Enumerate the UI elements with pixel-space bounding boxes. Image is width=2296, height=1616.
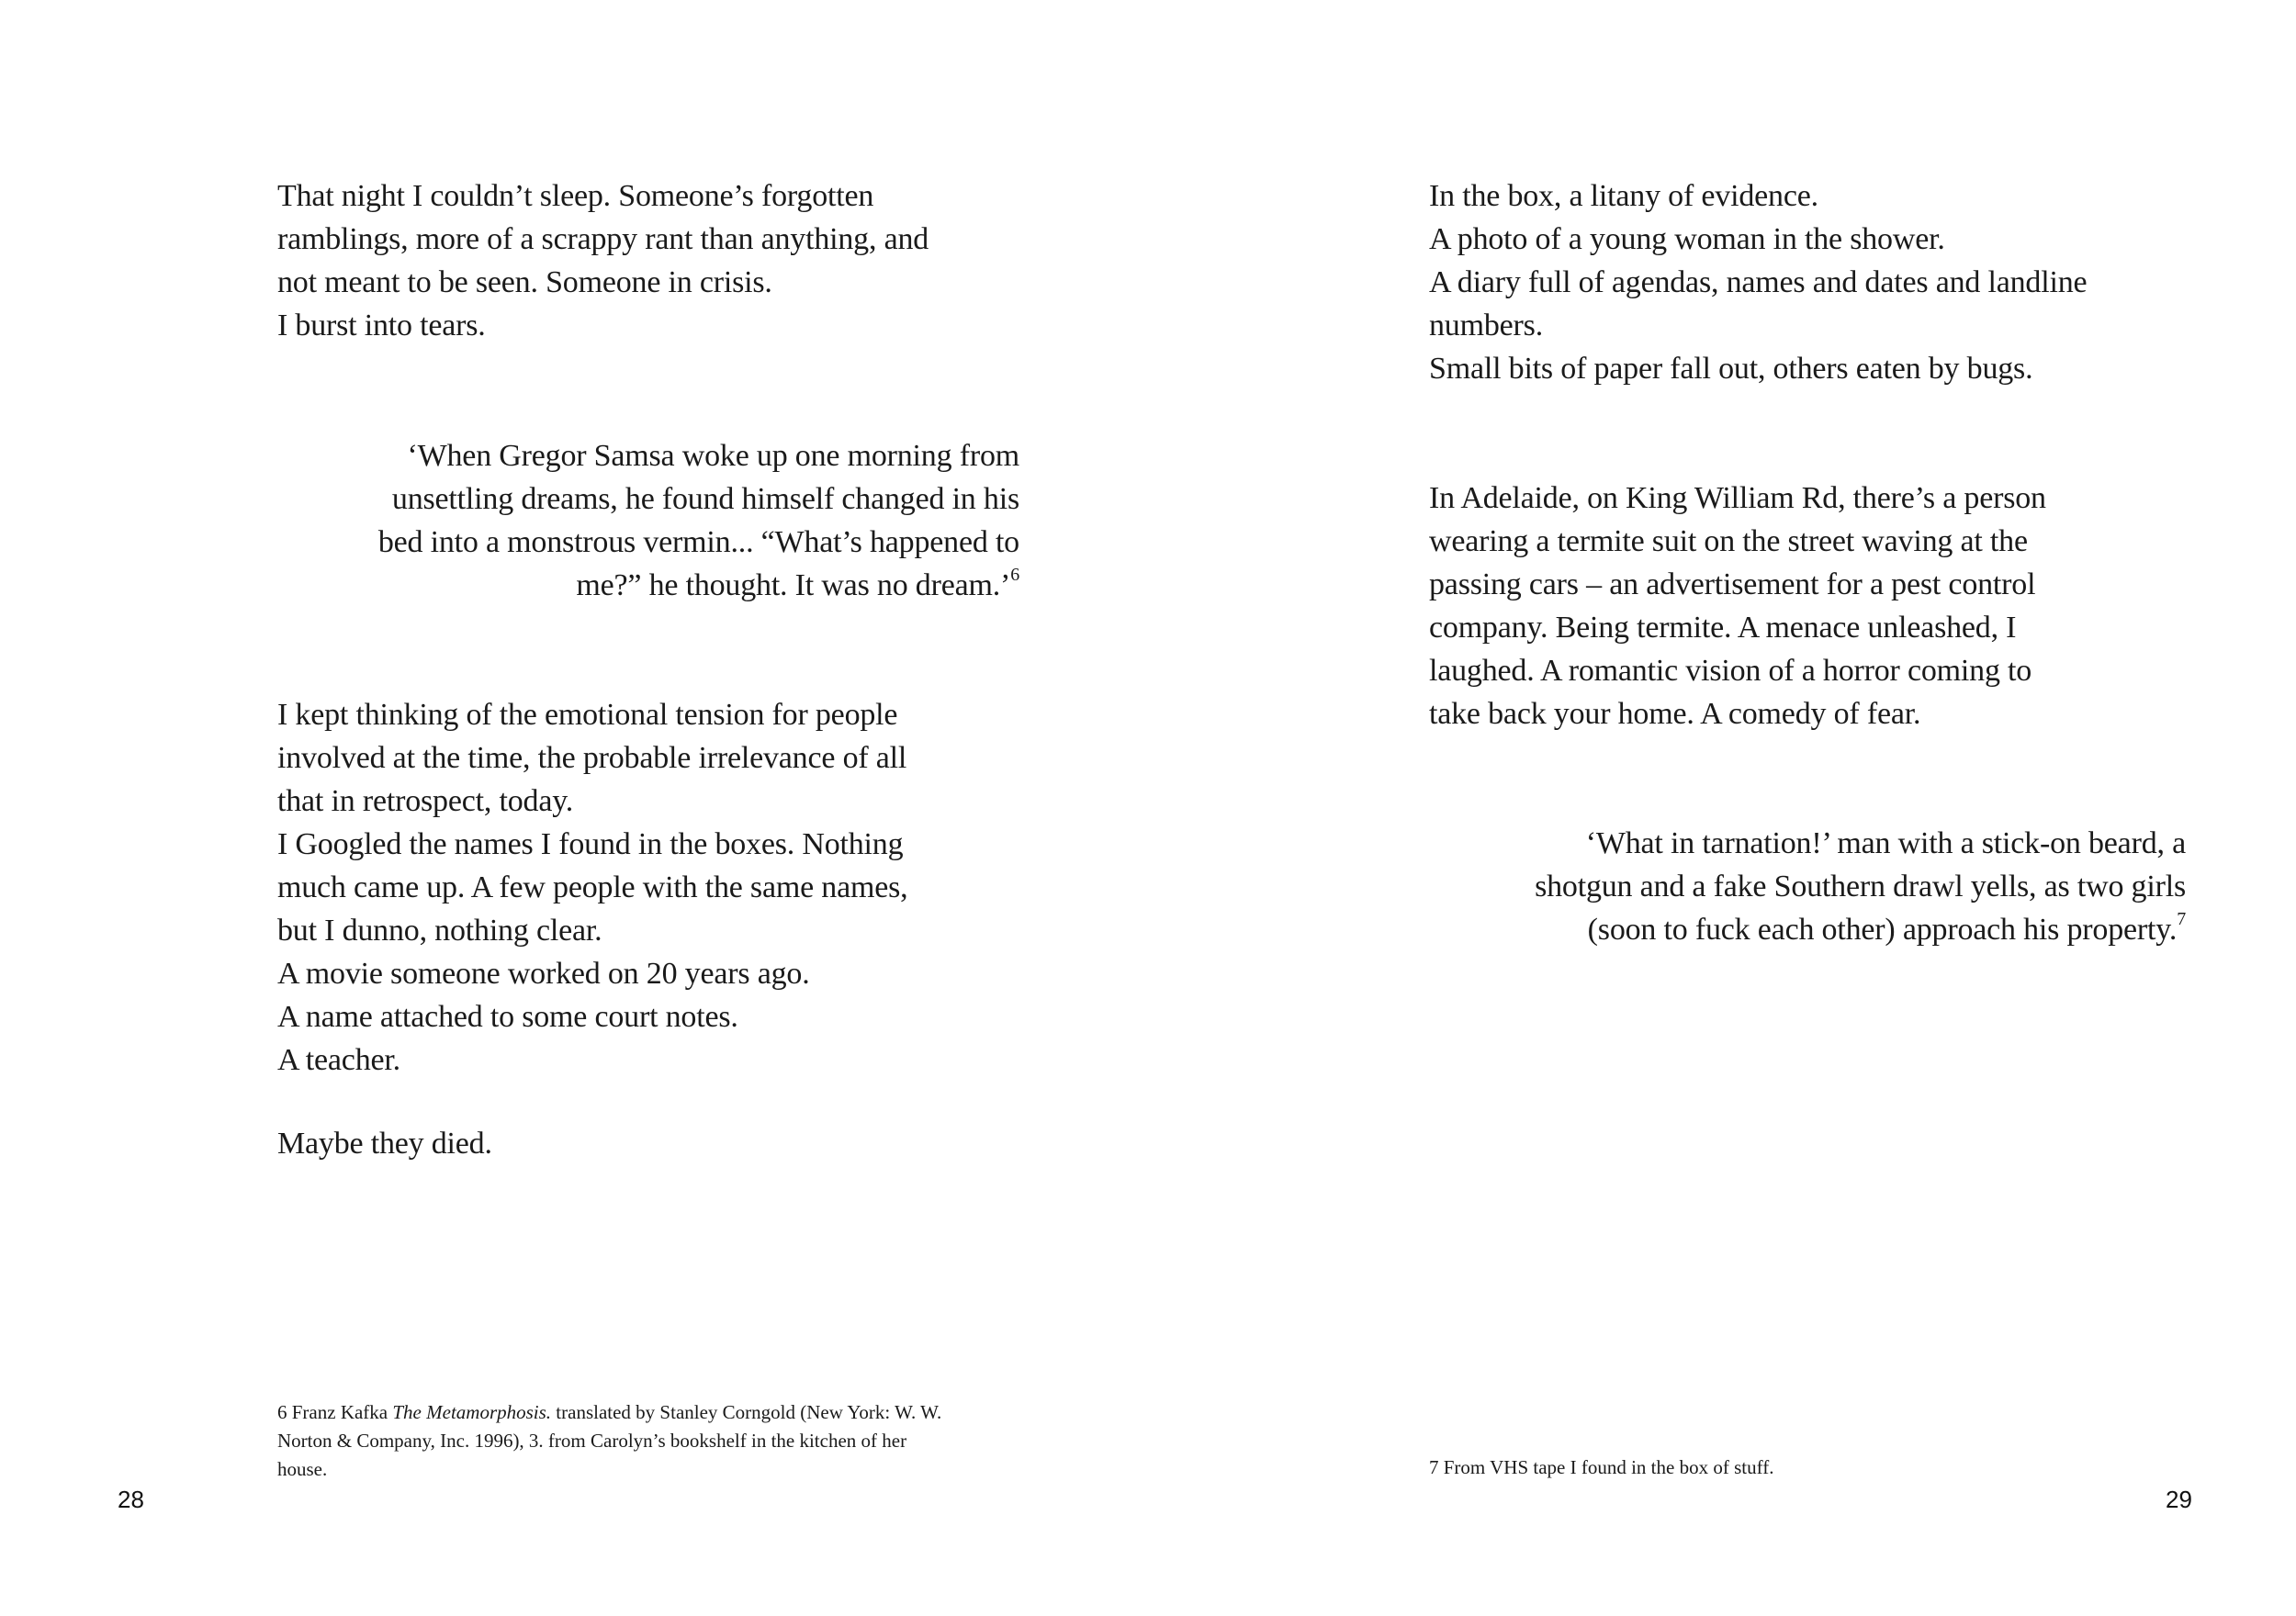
text-line: but I dunno, nothing clear. [277,914,602,948]
text-line: shotgun and a fake Southern drawl yells, as two girls [1535,870,2186,903]
text-line [1405,908,2186,951]
text-line: ‘What in tarnation!’ man with a stick-on beard, a [1585,826,2186,860]
footnote-line: 7 From VHS tape I found in the box of stuff. [1429,1456,1774,1478]
footnote-6 [277,1398,941,1484]
text-line: wearing a termite suit on the street waving at the [1429,524,2028,558]
footnote-number: 6 [277,1401,287,1423]
right-page [1148,0,2296,1616]
quote-last-line: (soon to fuck each other) approach his property. [1587,913,2178,947]
footnote-title: The Metamorphosis. [392,1401,552,1423]
text-line: A photo of a young woman in the shower. [1429,222,1945,256]
footnote-line: Norton & Company, Inc. 1996), 3. from Carolyn’s bookshelf in the kitchen of her [277,1430,907,1452]
text-line: I burst into tears. [277,309,486,342]
right-paragraph-1 [1429,174,2087,390]
footnote-text: translated by Stanley Corngold (New York: W. W. [556,1401,942,1423]
text-line: unsettling dreams, he found himself changed in his [391,482,1019,516]
footnote-7 [1429,1453,1773,1482]
text-line: much came up. A few people with the same names, [277,870,908,904]
text-line: In Adelaide, on King William Rd, there’s a person [1429,481,2046,515]
text-line: bed into a monstrous vermin... “What’s happened to [377,525,1019,559]
text-line: A movie someone worked on 20 years ago. [277,957,810,991]
text-line: numbers. [1429,309,1543,342]
text-line: A diary full of agendas, names and dates and landline [1429,265,2088,299]
text-line: I Googled the names I found in the boxes. Nothing [277,827,904,861]
text-line: passing cars – an advertisement for a pest control [1429,567,2036,601]
footnote-line [277,1398,941,1427]
page-number: 29 [2166,1486,2192,1513]
page-number: 28 [118,1486,144,1513]
text-line: take back your home. A comedy of fear. [1429,697,1921,731]
text-line: not meant to be seen. Someone in crisis. [277,265,772,299]
quote-last-line: me?” he thought. It was no dream.’ [576,568,1011,602]
text-line: involved at the time, the probable irrelevance of all [277,741,907,775]
text-line: A teacher. [277,1043,400,1077]
text-line: That night I couldn’t sleep. Someone’s forgotten [277,179,874,213]
footnote-line: house. [277,1458,328,1480]
text-line: laughed. A romantic vision of a horror coming to [1429,654,2032,688]
right-paragraph-2 [1429,477,2046,735]
left-paragraph-3 [277,1122,492,1165]
text-line [257,564,1019,607]
text-line: Maybe they died. [277,1127,492,1161]
footnote-author: Franz Kafka [291,1401,388,1423]
kafka-quote [257,434,1019,607]
text-line: In the box, a litany of evidence. [1429,179,1818,213]
footnote-ref: 7 [2177,908,2186,929]
text-line: A name attached to some court notes. [277,1000,738,1034]
text-line: I kept thinking of the emotional tension for people [277,698,898,732]
text-line: that in retrospect, today. [277,784,574,818]
text-line: ‘When Gregor Samsa woke up one morning from [407,439,1019,473]
text-line: Small bits of paper fall out, others eaten by bugs. [1429,352,2033,386]
text-line: ramblings, more of a scrappy rant than anything, and [277,222,929,256]
footnote-ref: 6 [1010,564,1019,585]
vhs-quote [1405,822,2186,951]
left-paragraph-2 [277,693,907,1082]
text-line: company. Being termite. A menace unleashed, I [1429,611,2017,645]
left-paragraph-1 [277,174,929,347]
